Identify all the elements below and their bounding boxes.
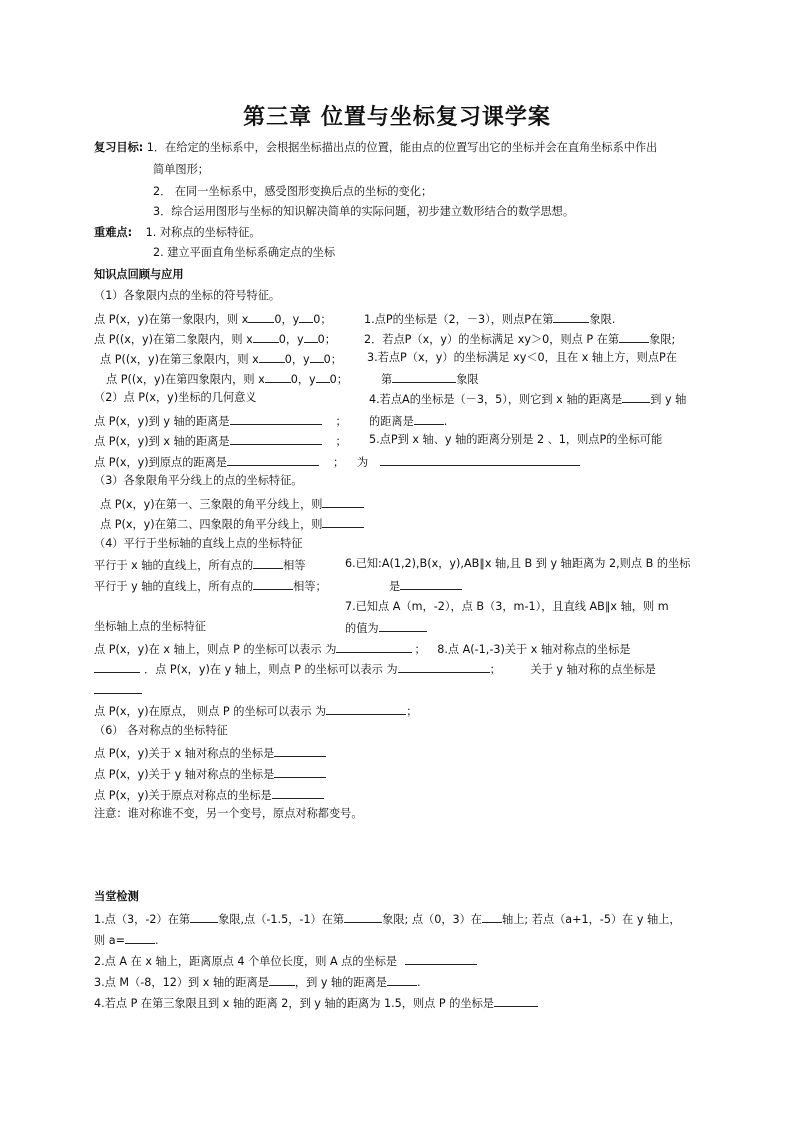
- answer-blank: [269, 974, 295, 986]
- question-7: 7.已知点 A（m，-2），点 B（3，m-1），且直线 AB∥x 轴，则 m: [345, 600, 669, 613]
- answer-blank: [387, 974, 417, 986]
- text-span: ；: [414, 643, 426, 656]
- answer-blank: [494, 995, 538, 1007]
- text-span: 点 P(x，y)关于 y 轴对称点的坐标是: [94, 768, 275, 781]
- text-span: 4.若点A的坐标是（－3，5），则它到 x 轴的距离是: [369, 393, 623, 406]
- text-span: 是: [389, 580, 401, 593]
- parallel-x-line: [94, 557, 306, 573]
- text-span: 点 P((x，y)在第二象限内，则 x: [94, 333, 253, 346]
- answer-blank: [253, 331, 279, 343]
- on-y-axis-line: [94, 661, 656, 677]
- text-span: 点 P((x，y)在第三象限内，则 x: [100, 353, 259, 366]
- answer-blank: [316, 371, 330, 383]
- question-6: 6.已知:A(1,2),B(x，y),AB∥x 轴,且 B 到 y 轴距离为 2,则点 B 的坐标: [345, 557, 691, 570]
- answer-blank: [265, 371, 291, 383]
- text-span: ，到 y 轴的距离是: [294, 976, 387, 989]
- page-title: 第三章 位置与坐标复习课学案: [243, 104, 551, 130]
- question-6-cont: [389, 578, 462, 594]
- answer-blank: [125, 932, 155, 944]
- text-span: 2.点 A 在 x 轴上，距离原点 4 个单位长度，则 A 点的坐标是: [94, 955, 398, 968]
- check-2: [94, 953, 477, 969]
- text-span: 的距离是: [369, 415, 414, 428]
- answer-blank: [304, 331, 318, 343]
- note-line: 注意：谁对称谁不变，另一个变号，原点对称都变号。: [94, 807, 363, 820]
- answer-blank: [227, 454, 319, 466]
- text-span: 的值为: [345, 622, 379, 635]
- text-span: 点 P(x，y)在 x 轴上，则点 P 的坐标可以表示 为: [94, 643, 337, 656]
- bisector-2-4: [100, 516, 364, 532]
- text-span: 象限: [456, 373, 479, 386]
- text-span: 点 P(x，y)在原点， 则点 P 的坐标可以表示 为: [94, 705, 327, 718]
- distance-y-axis: [94, 413, 347, 429]
- axis-points-heading: 坐标轴上点的坐标特征: [94, 620, 206, 633]
- text-span: ；: [335, 415, 347, 428]
- goals-item-1a: 1．在给定的坐标系中，会根据坐标描出点的位置，能由点的位置写出它的坐标并会在直角坐标系中作出: [146, 141, 658, 154]
- parallel-y-line: [94, 578, 327, 594]
- text-span: 0；: [313, 313, 332, 326]
- text-span: 点 P(x，y)到 y 轴的距离是: [94, 415, 230, 428]
- keypoints-item-2: 2. 建立平面直角坐标系确定点的坐标: [153, 246, 336, 259]
- text-span: 象限; 点（0，3）在: [382, 913, 482, 926]
- question-5-cont: [357, 454, 580, 470]
- text-span: 3.点 M（-8，12）到 x 轴的距离是: [94, 976, 269, 989]
- quadrant-4-line: [106, 371, 348, 387]
- answer-blank: [619, 331, 649, 343]
- answer-blank: [274, 766, 326, 778]
- keypoints-label: 重难点:: [94, 226, 133, 239]
- text-span: ．点 P(x，y)在 y 轴上，则点 P 的坐标可以表示 为: [144, 663, 398, 676]
- text-span: 相等: [283, 559, 306, 572]
- bisector-1-3: [100, 496, 364, 512]
- text-span: 第: [381, 373, 393, 386]
- answer-blank: [380, 454, 580, 466]
- text-span: 点 P(x，y)关于原点对称点的坐标是: [94, 789, 272, 802]
- question-4-cont: [369, 413, 447, 429]
- text-span: 1.点P的坐标是（2，－3），则点P在第: [364, 313, 554, 326]
- question-1: [364, 311, 615, 327]
- review-heading: 知识点回顾与应用: [94, 268, 184, 281]
- section-6-heading: （6） 各对称点的坐标特征: [94, 724, 228, 737]
- answer-blank: [299, 311, 313, 323]
- text-span: 0，y: [278, 333, 304, 346]
- answer-blank: [94, 661, 140, 673]
- text-span: 2．若点P（x，y）的坐标满足 xy＞0，则点 P 在第: [364, 333, 620, 346]
- text-span: 平行于 y 轴的直线上，所有点的: [94, 580, 254, 593]
- text-span: 0，y: [290, 373, 316, 386]
- text-span: 1.点（3，-2）在第: [94, 913, 191, 926]
- question-5: 5.点P到 x 轴、y 轴的距离分别是 2 、1，则点P的坐标可能: [369, 433, 663, 446]
- goals-label: 复习目标:: [94, 141, 144, 154]
- text-span: 关于 y 轴对称的点坐标是: [530, 663, 656, 676]
- text-span: 为: [357, 456, 369, 469]
- text-span: ；: [335, 435, 347, 448]
- text-span: ；: [332, 456, 345, 469]
- answer-blank: [253, 557, 283, 569]
- symmetric-x: [94, 745, 326, 761]
- section-1-heading: （1）各象限内点的坐标的符号特征。: [94, 289, 281, 302]
- answer-blank: [400, 578, 462, 590]
- text-span: 8.点 A(-1,-3)关于 x 轴对称点的坐标是: [437, 643, 631, 656]
- text-span: ；: [489, 663, 501, 676]
- text-span: 点 P(x，y)到 x 轴的距离是: [94, 435, 230, 448]
- check-1-cont: [94, 932, 159, 948]
- text-span: 点 P(x，y)在第二、四象限的角平分线上，则: [100, 518, 323, 531]
- text-span: 点 P(x，y)在第一、三象限的角平分线上，则: [100, 498, 323, 511]
- answer-blank: [344, 911, 382, 923]
- text-span: 点 P(x，y)在第一象限内，则 x: [94, 313, 249, 326]
- text-span: 平行于 x 轴的直线上，所有点的: [94, 559, 254, 572]
- answer-blank: [322, 496, 364, 508]
- text-span: 点 P(x，y)关于 x 轴对称点的坐标是: [94, 747, 275, 760]
- question-8-blank: [94, 682, 142, 698]
- text-span: 到 y 轴: [650, 393, 687, 406]
- answer-blank: [248, 311, 274, 323]
- goals-item-3: 3．综合运用图形与坐标的知识解决简单的实际问题，初步建立数形结合的数学思想。: [153, 205, 575, 218]
- text-span: .: [443, 415, 448, 428]
- answer-blank: [190, 911, 218, 923]
- section-2-heading: （2）点 P(x，y)坐标的几何意义: [94, 391, 257, 404]
- answer-blank: [259, 351, 285, 363]
- question-4: [369, 391, 686, 407]
- check-heading: 当堂检测: [94, 890, 139, 903]
- text-span: 相等；: [293, 580, 327, 593]
- question-2: [364, 331, 675, 347]
- answer-blank: [322, 516, 364, 528]
- keypoints-line-1: [94, 226, 261, 240]
- symmetric-y: [94, 766, 326, 782]
- answer-blank: [253, 578, 293, 590]
- section-3-heading: （3）各象限角平分线上的点的坐标特征。: [94, 474, 303, 487]
- keypoints-item-1: 1. 对称点的坐标特征。: [145, 226, 261, 239]
- answer-blank: [398, 661, 490, 673]
- answer-blank: [274, 745, 326, 757]
- question-3: 3.若点P（x，y）的坐标满足 xy＜0，且在 x 轴上方，则点P在: [367, 351, 677, 364]
- text-span: 0，y: [284, 353, 310, 366]
- text-span: 0，y: [274, 313, 300, 326]
- answer-blank: [482, 911, 502, 923]
- answer-blank: [379, 620, 427, 632]
- answer-blank: [414, 413, 444, 425]
- text-span: .: [154, 934, 159, 947]
- quadrant-2-line: [94, 331, 336, 347]
- text-span: ；: [406, 705, 418, 718]
- quadrant-1-line: [94, 311, 332, 327]
- text-span: 点 P((x，y)在第四象限内，则 x: [106, 373, 265, 386]
- text-span: 0；: [323, 353, 342, 366]
- check-3: [94, 974, 421, 990]
- answer-blank: [622, 391, 650, 403]
- text-span: 0；: [329, 373, 348, 386]
- answer-blank: [94, 682, 142, 694]
- quadrant-3-line: [100, 351, 342, 367]
- on-x-axis-line: [94, 641, 630, 657]
- text-span: 0；: [317, 333, 336, 346]
- question-3-cont: [381, 371, 479, 387]
- answer-blank: [230, 413, 322, 425]
- answer-blank: [336, 641, 412, 653]
- answer-blank: [310, 351, 324, 363]
- symmetric-origin: [94, 787, 324, 803]
- text-span: 点 P(x，y)到原点的距离是: [94, 456, 227, 469]
- question-7-cont: [345, 620, 427, 636]
- distance-x-axis: [94, 433, 347, 449]
- text-span: 象限,点（-1.5，-1）在第: [218, 913, 345, 926]
- answer-blank: [405, 953, 477, 965]
- text-span: .: [416, 976, 421, 989]
- answer-blank: [553, 311, 589, 323]
- answer-blank: [326, 703, 406, 715]
- check-4: [94, 995, 538, 1011]
- goals-item-2: 2． 在同一坐标系中，感受图形变换后点的坐标的变化；: [153, 185, 433, 198]
- answer-blank: [230, 433, 322, 445]
- text-span: 则 a=: [94, 934, 125, 947]
- answer-blank: [272, 787, 324, 799]
- text-span: 4.若点 P 在第三象限且到 x 轴的距离 2，到 y 轴的距离为 1.5，则点 P 的坐标是: [94, 997, 494, 1010]
- text-span: 象限;: [649, 333, 676, 346]
- goals-line-1: [94, 141, 657, 155]
- distance-origin: [94, 454, 344, 470]
- section-4-heading: （4）平行于坐标轴的直线上点的坐标特征: [94, 537, 303, 550]
- text-span: 象限.: [589, 313, 616, 326]
- check-1: [94, 911, 681, 927]
- origin-line: [94, 703, 417, 719]
- text-span: 轴上; 若点（a+1，-5）在 y 轴上，: [502, 913, 681, 926]
- answer-blank: [392, 371, 456, 383]
- goals-item-1b: 简单图形；: [153, 163, 209, 176]
